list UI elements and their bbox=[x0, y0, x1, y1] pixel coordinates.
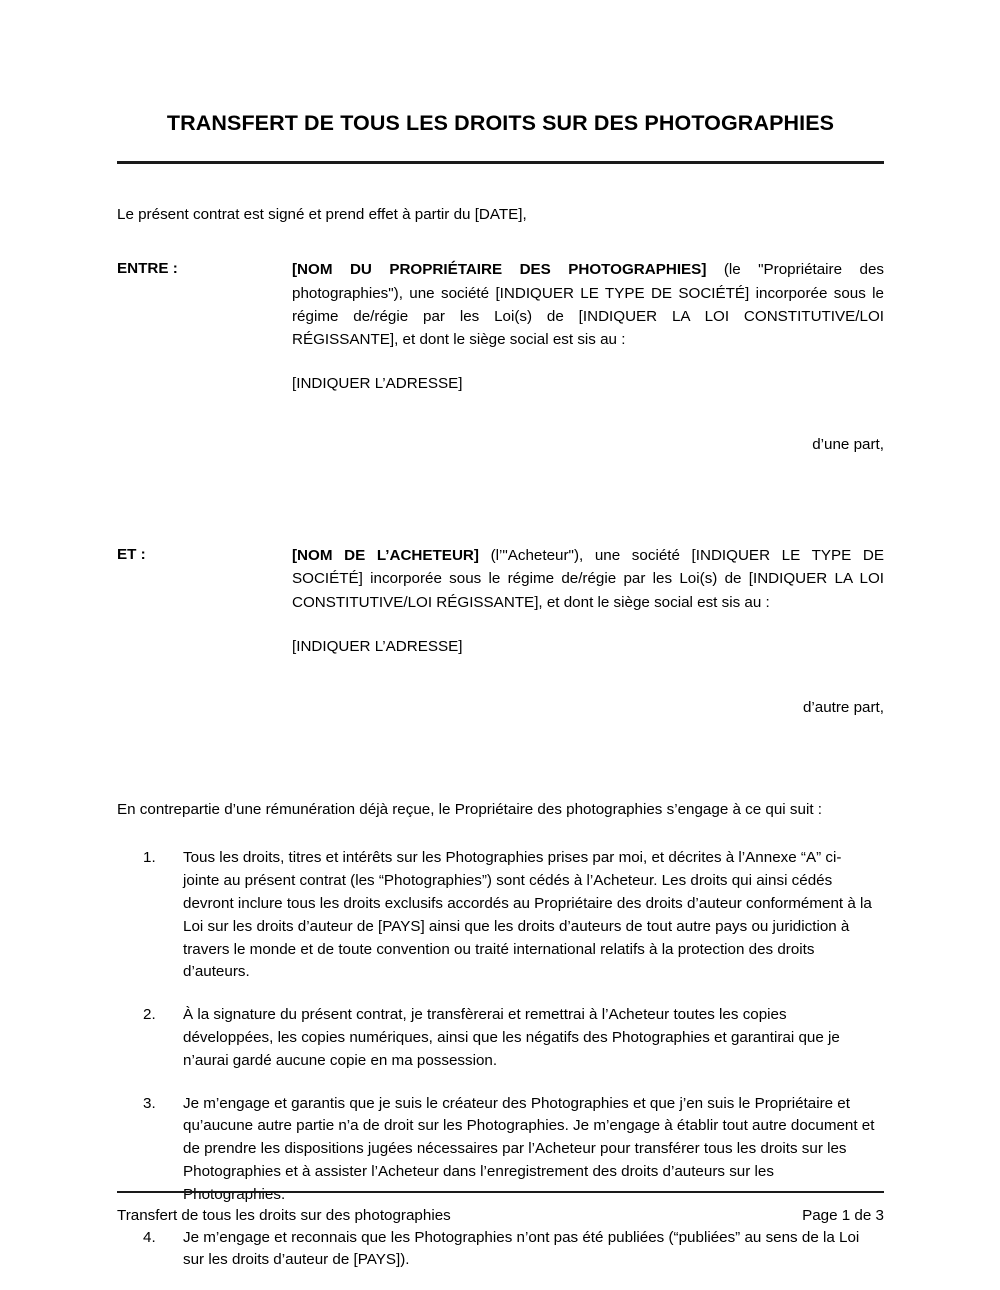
party-label-entre: ENTRE : bbox=[117, 260, 178, 278]
owner-description: (le "Propriétaire des photographies"), une société [INDIQUER LE TYPE DE SOCIÉTÉ] incorporée sous le régime de/régie par les Loi(s) de [INDIQUER LA LOI CONSTITUTIVE/LOI RÉGISSANTE], et dont le siège social est sis au : bbox=[292, 261, 884, 349]
title-divider bbox=[117, 161, 884, 164]
owner-name-placeholder: [NOM DU PROPRIÉTAIRE DES PHOTOGRAPHIES] bbox=[292, 261, 707, 279]
footer-row bbox=[117, 1205, 884, 1228]
clause-number: 1. bbox=[143, 849, 156, 867]
clause-item bbox=[117, 847, 884, 984]
party-details-buyer bbox=[292, 544, 884, 735]
effective-date-line: Le présent contrat est signé et prend effet à partir du [DATE], bbox=[117, 205, 527, 223]
page-title: TRANSFERT DE TOUS LES DROITS SUR DES PHOTOGRAPHIES bbox=[166, 111, 835, 135]
clause-body: Je m’engage et garantis que je suis le créateur des Photographies et que j’en suis le Propriétaire et qu’aucune autre partie n’a de droit sur les Photographies. Je m’engage à établir tout autre document et de prendre les dispositions jugées nécessaires par l’Acheteur pour transférer tous les droits sur les Photographies et à assister l’Acheteur dans l’enregistrement des droits d’auteurs sur les Photographies. bbox=[183, 1094, 875, 1203]
owner-side-note: d’une part, bbox=[812, 436, 884, 454]
footer-divider bbox=[117, 1191, 884, 1193]
party-block-buyer bbox=[117, 544, 884, 735]
buyer-name-placeholder: [NOM DE L’ACHETEUR] bbox=[292, 547, 479, 565]
clause-item bbox=[117, 1004, 884, 1072]
clause-item bbox=[117, 1093, 884, 1207]
consideration-paragraph: En contrepartie d’une rémunération déjà reçue, le Propriétaire des photographies s’engage à ce qui suit : bbox=[117, 800, 822, 818]
clause-number: 4. bbox=[143, 1228, 156, 1246]
buyer-description: (l’"Acheteur"), une société [INDIQUER LE TYPE DE SOCIÉTÉ] incorporée sous le régime de/régie par les Loi(s) de [INDIQUER LA LOI CONSTITUTIVE/LOI RÉGISSANTE], et dont le siège social est sis au : bbox=[292, 547, 884, 611]
footer-page-number: Page 1 de 3 bbox=[802, 1207, 884, 1225]
party-label-et: ET : bbox=[117, 546, 146, 564]
footer-document-name: Transfert de tous les droits sur des photographies bbox=[117, 1207, 451, 1225]
party-details-owner bbox=[292, 258, 884, 472]
clause-body: Tous les droits, titres et intérêts sur les Photographies prises par moi, et décrites à l’Annexe “A” ci-jointe au présent contrat (les “Photographies”) sont cédés à l’Acheteur. Les droits qui ainsi cédés devront inclure tous les droits exclusifs accordés au Propriétaire des droits d’auteur conformément à la Loi sur les droits d’auteur de [PAYS] ainsi que les droits d’auteurs de tout autre pays ou juridiction à travers le monde et de toute convention ou traité international relatifs à la protection des droits d’auteurs. bbox=[183, 849, 872, 981]
page-footer bbox=[117, 1191, 884, 1228]
buyer-side-note: d’autre part, bbox=[802, 698, 884, 716]
clause-number: 3. bbox=[143, 1094, 156, 1112]
party-block-owner bbox=[117, 258, 884, 472]
document-content bbox=[117, 0, 884, 1272]
clause-number: 2. bbox=[143, 1006, 156, 1024]
clause-item bbox=[117, 1227, 884, 1273]
buyer-address-placeholder: [INDIQUER L’ADRESSE] bbox=[292, 637, 463, 655]
owner-address-placeholder: [INDIQUER L’ADRESSE] bbox=[292, 375, 463, 393]
clause-body: Je m’engage et reconnais que les Photographies n’ont pas été publiées (“publiées” au sens de la Loi sur les droits d’auteur de [PAYS]). bbox=[183, 1228, 860, 1269]
clause-body: À la signature du présent contrat, je transfèrerai et remettrai à l’Acheteur toutes les copies développées, les copies numériques, ainsi que les négatifs des Photographies et garantirai que je n’aurai gardé aucune copie en ma possession. bbox=[183, 1006, 840, 1069]
